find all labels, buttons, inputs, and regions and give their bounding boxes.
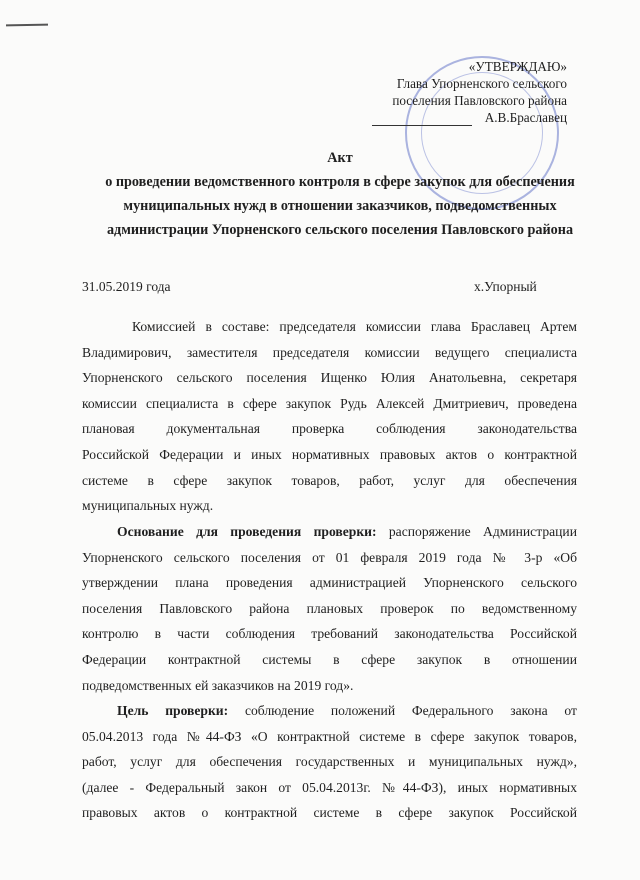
approval-block (352, 58, 567, 126)
goal-paragraph (82, 698, 577, 826)
commission-paragraph (82, 314, 577, 519)
commission-line: комиссии специалиста в сфере закупок Рудь Алексей Дмитриевич, проведена (82, 395, 577, 411)
doc-subtitle-2: муниципальных нужд в отношении заказчиков, подведомственных (123, 198, 557, 214)
commission-line: Владимирович, заместителя председателя комиссии ведущего специалиста (82, 344, 577, 360)
goal-line: правовых актов о контрактной системе в сфере закупок Российской (82, 805, 577, 821)
basis-label: Основание для проведения проверки: (117, 524, 377, 539)
goal-label: Цель проверки: (117, 703, 229, 718)
commission-line: муниципальных нужд. (82, 498, 214, 514)
commission-line: системе в сфере закупок товаров, работ, услуг для обеспечения (82, 472, 577, 488)
doc-date: 31.05.2019 года (82, 279, 171, 294)
goal-line: (далее - Федеральный закон от 05.04.2013г. №44-ФЗ), иных нормативных (82, 779, 577, 795)
margin-mark (6, 24, 48, 27)
commission-line: Упорненского сельского поселения Ищенко Юлия Анатольевна, секретаря (82, 370, 577, 386)
basis-first-text: распоряжение Администрации (376, 524, 577, 539)
basis-line: Федерации контрактной системы в сфере закупок в отношении (82, 651, 577, 667)
doc-place: х.Упорный (474, 279, 537, 294)
doc-title: Акт (327, 150, 353, 166)
commission-line: плановая документальная проверка соблюдения законодательства (82, 421, 577, 437)
basis-line: Упорненского сельского поселения от 01 февраля 2019 года № 3-р «Об (82, 549, 577, 565)
approval-line-2: поселения Павловского района (392, 93, 567, 108)
signature-line (372, 125, 472, 126)
commission-line: Комиссией в составе: председателя комиссии глава Браславец Артем (132, 319, 577, 334)
doc-subtitle-1: о проведении ведомственного контроля в сфере закупок для обеспечения (105, 174, 575, 190)
commission-line: Российской Федерации и иных нормативных правовых актов о контрактной (82, 446, 577, 462)
approval-heading: «УТВЕРЖДАЮ» (468, 59, 567, 74)
goal-first-line (82, 698, 577, 724)
approval-signature: А.В.Браславец (484, 110, 567, 125)
basis-first-line (82, 519, 577, 545)
basis-line: поселения Павловского района плановых проверок по ведомственному (82, 600, 577, 616)
goal-line: 05.04.2013 года №44-ФЗ «О контрактной системе в сфере закупок товаров, (82, 728, 577, 744)
approval-line-1: Глава Упорненского сельского (396, 76, 567, 91)
basis-line: утверждении плана проведения администрацией Упорненского сельского (82, 575, 577, 591)
goal-line: работ, услуг для обеспечения государственных и муниципальных нужд», (82, 754, 577, 770)
doc-subtitle-3: администрации Упорненского сельского поселения Павловского района (106, 222, 574, 238)
basis-line: подведомственных ей заказчиков на 2019 год». (82, 677, 354, 693)
basis-paragraph (82, 519, 577, 698)
goal-first-text: соблюдение положений Федерального закона от (228, 703, 577, 718)
basis-line: контролю в части соблюдения требований законодательства Российской (82, 626, 577, 642)
